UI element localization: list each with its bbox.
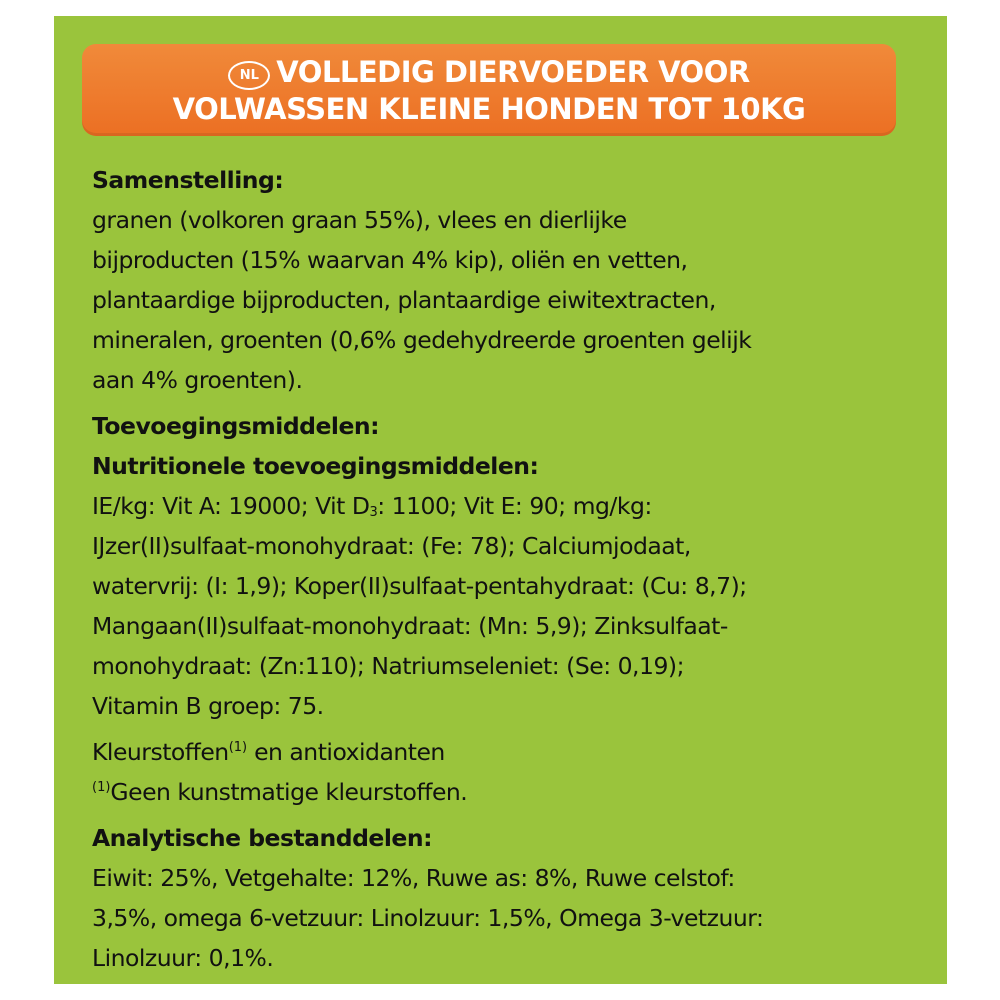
composition-heading: Samenstelling: [92,166,284,194]
additives-line: watervrij: (I: 1,9); Koper(II)sulfaat-pentahydraat: (Cu: 8,7); [92,572,747,600]
colorants-word: Kleurstoffen [92,738,229,766]
colorants-rest: en antioxidanten [247,738,445,766]
nl-language-badge: NL [228,61,270,90]
nutritional-additives-heading: Nutritionele toevoegingsmiddelen: [92,452,539,480]
banner-line-1 [82,54,896,91]
composition-line: bijproducten (15% waarvan 4% kip), oliën en vetten, [92,246,688,274]
analytical-heading: Analytische bestanddelen: [92,824,432,852]
footnote-mark: (1) [92,780,111,795]
analytical-line: 3,5%, omega 6-vetzuur: Linolzuur: 1,5%, Omega 3-vetzuur: [92,904,764,932]
colorants-line [92,732,912,772]
additives-line: monohydraat: (Zn:110); Natriumseleniet: (Se: 0,19); [92,652,684,680]
footnote-mark: (1) [228,740,248,755]
additives-line-pre: IE/kg: Vit A: 19000; Vit D [92,492,370,520]
footnote-line [92,772,912,812]
d3-subscript: 3 [369,505,378,520]
composition-line: aan 4% groenten). [92,366,303,394]
composition-line: mineralen, groenten (0,6% gedehydreerde groenten gelijk [92,326,752,354]
analytical-line: Eiwit: 25%, Vetgehalte: 12%, Ruwe as: 8%, Ruwe celstof: [92,864,735,892]
label-panel [54,16,947,984]
additives-heading: Toevoegingsmiddelen: [92,412,380,440]
title-banner [82,44,896,136]
banner-title-1: VOLLEDIG DIERVOEDER VOOR [276,55,750,89]
label-text [92,160,912,978]
composition-line: granen (volkoren graan 55%), vlees en dierlijke [92,206,627,234]
additives-line-post: : 1100; Vit E: 90; mg/kg: [377,492,652,520]
additives-line: Vitamin B groep: 75. [92,692,324,720]
composition-line: plantaardige bijproducten, plantaardige eiwitextracten, [92,286,716,314]
additives-line: Mangaan(II)sulfaat-monohydraat: (Mn: 5,9); Zinksulfaat- [92,612,728,640]
banner-title-2: VOLWASSEN KLEINE HONDEN TOT 10KG [172,92,806,126]
additives-line [92,486,912,526]
additives-line: IJzer(II)sulfaat-monohydraat: (Fe: 78); Calciumjodaat, [92,532,691,560]
footnote-text: Geen kunstmatige kleurstoffen. [110,778,468,806]
analytical-line: Linolzuur: 0,1%. [92,944,274,972]
